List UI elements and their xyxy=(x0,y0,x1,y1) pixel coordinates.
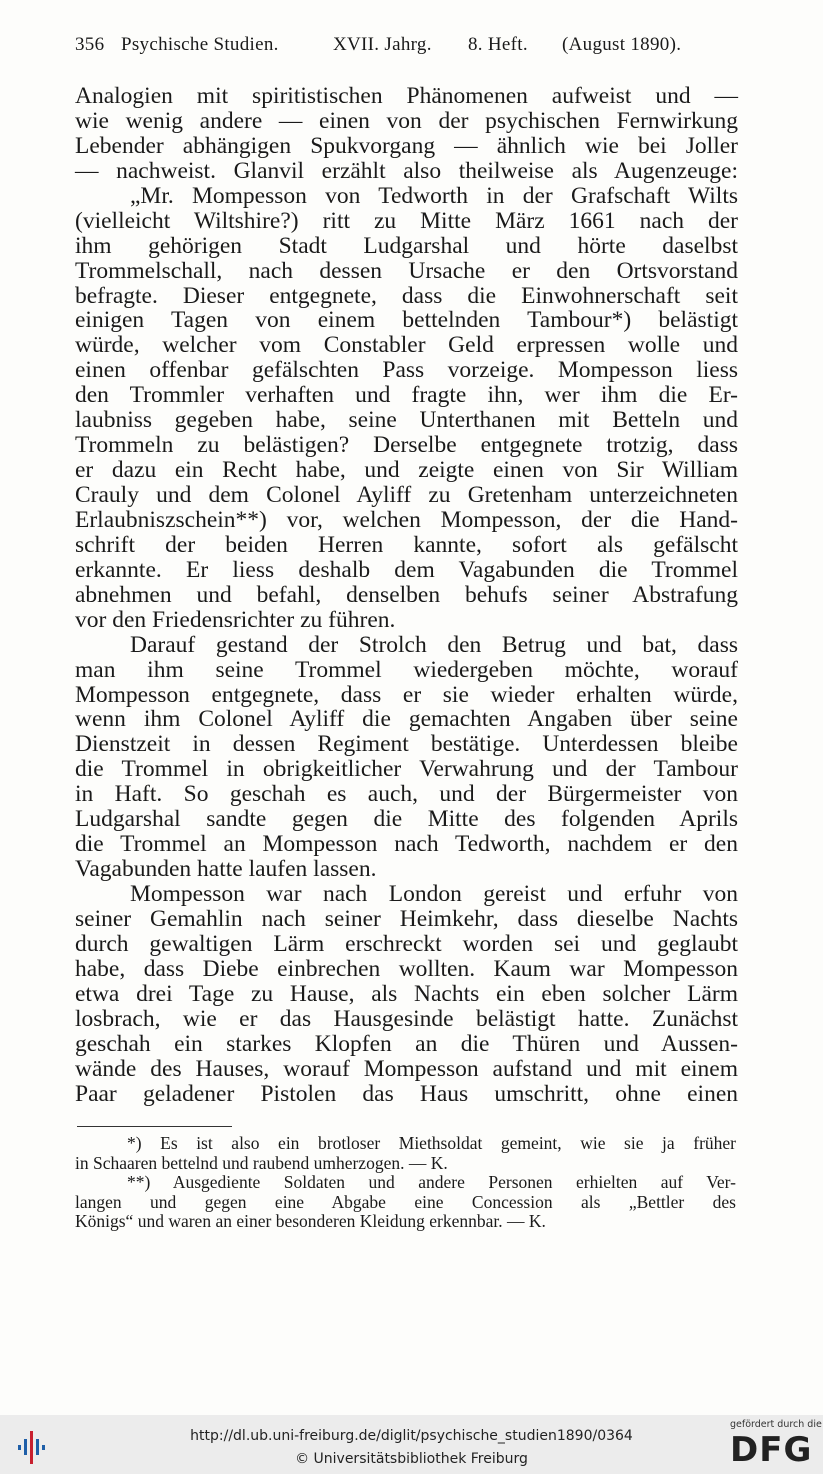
dfg-wordmark: DFG xyxy=(730,1430,813,1470)
body-text xyxy=(75,84,738,1106)
text-line: wie wenig andere — einen von der psychischen Fernwirkung xyxy=(75,107,738,134)
text-line: durch gewaltigen Lärm erschreckt worden sei und geglaubt xyxy=(75,930,738,957)
text-line: Trommeln zu belästigen? Derselbe entgegnete trotzig, dass xyxy=(75,432,738,459)
text-line: wenn ihm Colonel Ayliff die gemachten Angaben über seine xyxy=(75,706,738,733)
text-line: einen offenbar gefälschten Pass vorzeige. Mompesson liess xyxy=(75,357,738,384)
text-line: — nachweist. Glanvil erzählt also theilweise als Augenzeuge: xyxy=(75,157,738,184)
text-line: Crauly und dem Colonel Ayliff zu Gretenham unterzeichneten xyxy=(75,482,738,508)
text-line: Erlaubniszschein**) vor, welchen Mompesson, der die Hand- xyxy=(75,506,738,533)
text-line: er dazu ein Recht habe, und zeigte einen von Sir William xyxy=(75,457,738,484)
volume-label: XVII. Jahrg. xyxy=(333,34,432,55)
text-line: Darauf gestand der Strolch den Betrug und bat, dass xyxy=(130,631,738,658)
text-line: „Mr. Mompesson von Tedworth in der Grafschaft Wilts xyxy=(130,182,738,209)
text-line: würde, welcher vom Constabler Geld erpressen wolle und xyxy=(75,332,738,359)
footnote-line: **) Ausgediente Soldaten und andere Personen erhielten auf Ver- xyxy=(127,1172,736,1193)
permalink-url[interactable]: http://dl.ub.uni-freiburg.de/diglit/psychische_studien1890/0364 xyxy=(190,1428,633,1444)
text-line: die Trommel in obrigkeitlicher Verwahrung und der Tambour xyxy=(75,756,738,783)
text-line: geschah ein starkes Klopfen an die Thüren und Aussen- xyxy=(75,1030,738,1057)
footnotes xyxy=(75,1134,736,1232)
dfg-tagline: gefördert durch die xyxy=(730,1419,822,1430)
text-line: Lebender abhängigen Spukvorgang — ähnlich wie bei Joller xyxy=(75,132,738,159)
text-line: Trommelschall, nach dessen Ursache er den Ortsvorstand xyxy=(75,257,738,284)
copyright-notice: © Universitätsbibliothek Freiburg xyxy=(295,1451,528,1467)
text-line: einigen Tagen von einem bettelnden Tambour*) belästigt xyxy=(75,307,738,334)
text-line: schrift der beiden Herren kannte, sofort als gefälscht xyxy=(75,531,738,558)
viewer-footer xyxy=(0,1415,823,1474)
issue-date: (August 1890). xyxy=(562,34,682,55)
text-line: ihm gehörigen Stadt Ludgarshal und hörte daselbst xyxy=(75,232,738,259)
text-line: Dienstzeit in dessen Regiment bestätige. Unterdessen bleibe xyxy=(75,731,738,758)
journal-title: Psychische Studien. xyxy=(121,34,279,55)
text-line: etwa drei Tage zu Hause, als Nachts ein eben solcher Lärm xyxy=(75,980,738,1007)
footnote-divider xyxy=(77,1126,232,1127)
footnote-line: Königs“ und waren an einer besonderen Kleidung erkennbar. — K. xyxy=(75,1211,546,1232)
text-line: laubniss gegeben habe, seine Unterthanen mit Betteln und xyxy=(75,407,738,434)
issue-label: 8. Heft. xyxy=(468,34,528,55)
text-line: Mompesson war nach London gereist und erfuhr von xyxy=(130,881,738,907)
text-line: vor den Friedensrichter zu führen. xyxy=(75,606,396,633)
footnote-line: *) Es ist also ein brotloser Miethsoldat gemeint, wie sie ja früher xyxy=(127,1133,736,1153)
text-line: befragte. Dieser entgegnete, dass die Einwohnerschaft seit xyxy=(75,282,738,309)
text-line: Ludgarshal sandte gegen die Mitte des folgenden Aprils xyxy=(75,806,738,833)
text-line: in Haft. So geschah es auch, und der Bürgermeister von xyxy=(75,781,738,808)
text-line: man ihm seine Trommel wiedergeben möchte, worauf xyxy=(75,656,738,683)
running-header xyxy=(75,34,740,62)
text-line: wände des Hauses, worauf Mompesson aufstand und mit einem xyxy=(75,1055,738,1082)
text-line: habe, dass Diebe einbrechen wollten. Kaum war Mompesson xyxy=(75,955,738,982)
text-line: abnehmen und befahl, denselben behufs seiner Abstrafung xyxy=(75,581,738,608)
text-line: Mompesson entgegnete, dass er sie wieder erhalten würde, xyxy=(75,681,738,708)
text-line: erkannte. Er liess deshalb dem Vagabunden die Trommel xyxy=(75,556,738,583)
text-line: Paar geladener Pistolen das Haus umschritt, ohne einen xyxy=(75,1080,738,1107)
footnote-line: langen und gegen eine Abgabe eine Concession als „Bettler des xyxy=(75,1191,736,1212)
text-line: seiner Gemahlin nach seiner Heimkehr, dass dieselbe Nachts xyxy=(75,905,738,932)
text-line: losbrach, wie er das Hausgesinde belästigt hatte. Zunächst xyxy=(75,1005,738,1032)
footnote-line: in Schaaren bettelnd und raubend umherzogen. — K. xyxy=(75,1152,448,1173)
text-line: die Trommel an Mompesson nach Tedworth, nachdem er den xyxy=(75,831,738,858)
text-line: Vagabunden hatte laufen lassen. xyxy=(75,856,377,883)
page-number: 356 xyxy=(75,34,105,55)
text-line: den Trommler verhaften und fragte ihn, wer ihm die Er- xyxy=(75,382,738,409)
text-line: (vielleicht Wiltshire?) ritt zu Mitte März 1661 nach der xyxy=(75,207,738,234)
text-line: Analogien mit spiritistischen Phänomenen aufweist und — xyxy=(75,83,738,109)
